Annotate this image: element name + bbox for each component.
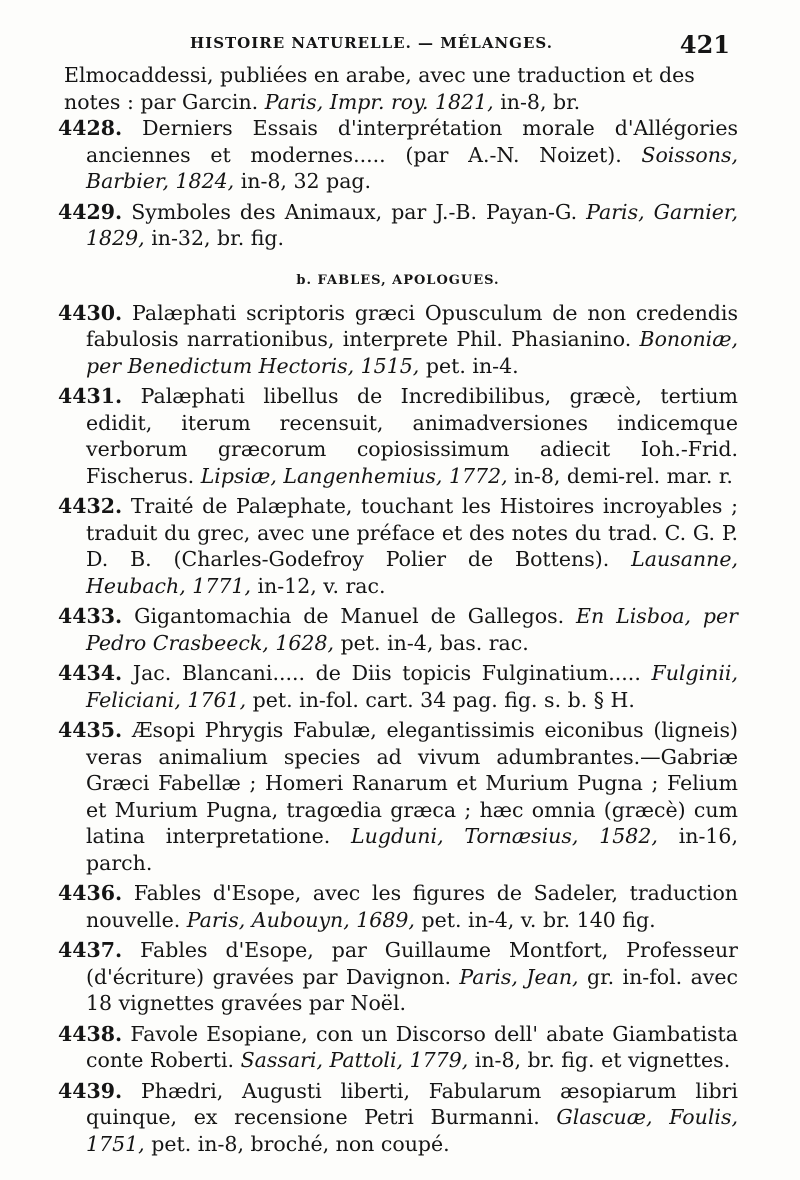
- catalogue-entry: [58, 937, 738, 1017]
- entry-text: Fables d'Esope, avec les figures de Sadeler, traduction nouvelle.: [86, 881, 738, 932]
- entry-publisher: Lausanne, Heubach, 1771,: [86, 547, 738, 598]
- catalogue-entry: [58, 660, 738, 713]
- entry-format: in-16, parch.: [86, 824, 738, 875]
- entry-text: Palæphati libellus de Incredibilibus, græcè, tertium edidit, iterum recensuit, animadversiones indicemque verborum græcorum copiosissimum adiecit Ioh.-Frid. Fischerus.: [86, 384, 738, 488]
- entry-text: Jac. Blancani..... de Diis topicis Fulginatium.....: [132, 661, 641, 685]
- catalogue-body: [58, 62, 738, 1161]
- entry-number: 4433.: [58, 604, 123, 628]
- entry-number: 4430.: [58, 300, 123, 325]
- entry-publisher: Paris, Jean,: [459, 964, 579, 989]
- entry-format: pet. in-4, v. br. 140 fig.: [421, 907, 656, 932]
- entry-text: Phædri, Augusti liberti, Fabularum æsopiarum libri quinque, ex recensione Petri Burmanni.: [86, 1078, 738, 1129]
- entry-format: in-32, br. fig.: [151, 226, 285, 250]
- entry-publisher: Lipsiæ, Langenhemius, 1772,: [200, 463, 508, 488]
- catalogue-entry: [58, 300, 738, 380]
- catalogue-entry: [58, 383, 738, 489]
- entry-number: 4436.: [58, 881, 123, 905]
- entry-list-after: [58, 300, 738, 1158]
- entry-number: 4439.: [58, 1078, 123, 1103]
- entry-number: 4434.: [58, 661, 123, 685]
- entry-format: in-12, v. rac.: [257, 573, 386, 598]
- entry-text: Derniers Essais d'interprétation morale d'Allégories anciennes et modernes..... (par A.-N. Noizet).: [86, 116, 738, 167]
- entry-number: 4428.: [58, 116, 123, 140]
- continuation-entry: [58, 62, 738, 115]
- entry-text: Fables d'Esope, par Guillaume Montfort, Professeur (d'écriture) gravées par Davignon.: [86, 938, 738, 989]
- entry-text: Traité de Palæphate, touchant les Histoires incroyables ; traduit du grec, avec une préface et des notes du trad. C. G. P. D. B. (Charles-Godefroy Polier de Bottens).: [86, 494, 738, 571]
- entry-number: 4435.: [58, 718, 123, 742]
- entry-number: 4437.: [58, 938, 123, 962]
- entry-publisher: Sassari, Pattoli, 1779,: [240, 1048, 469, 1072]
- entry-format: in-8, demi-rel. mar. r.: [514, 463, 733, 488]
- catalogue-entry: [58, 493, 738, 599]
- entry-format: pet. in-fol. cart. 34 pag. fig. s. b. § H.: [252, 687, 635, 712]
- entry-publisher: Glascuæ, Foulis, 1751,: [86, 1105, 738, 1156]
- entry-format: in-8, br.: [500, 89, 581, 114]
- entry-text: Symboles des Animaux, par J.-B. Payan-G.: [131, 199, 578, 224]
- catalogue-entry: [58, 1078, 738, 1158]
- entry-number: 4438.: [58, 1021, 123, 1046]
- catalogue-entry: [58, 1021, 738, 1074]
- catalogue-entry: [58, 717, 738, 876]
- entry-publisher: Paris, Impr. roy. 1821,: [264, 89, 494, 114]
- entry-text: Gigantomachia de Manuel de Gallegos.: [134, 604, 565, 628]
- header-title: HISTOIRE NATURELLE. — MÉLANGES.: [190, 34, 553, 52]
- entry-text: Elmocaddessi, publiées en arabe, avec une traduction et des notes : par Garcin.: [64, 63, 695, 114]
- catalogue-entry: [58, 603, 738, 656]
- entry-text: Æsopi Phrygis Fabulæ, elegantissimis eiconibus (ligneis) veras animalium species ad vivum adumbrantes.—Gabriæ Græci Fabellæ ; Homeri Ranarum et Murium Pugna ; Felium et Murium Pugna, tragœdia græca ; hæc omnia (græcè) cum latina interpretatione.: [86, 718, 738, 848]
- section-heading: b. FABLES, APOLOGUES.: [296, 272, 500, 288]
- entry-publisher: Paris, Aubouyn, 1689,: [186, 907, 415, 932]
- catalogue-entry: [58, 199, 738, 252]
- entry-publisher: Lugduni, Tornæsius, 1582,: [351, 824, 658, 848]
- entry-format: gr. in-fol. avec 18 vignettes gravées par Noël.: [86, 964, 738, 1015]
- entry-number: 4432.: [58, 494, 123, 518]
- entry-format: in-8, br. fig. et vignettes.: [474, 1048, 731, 1072]
- catalogue-entry: [58, 880, 738, 933]
- entry-text: Palæphati scriptoris græci Opusculum de non credendis fabulosis narrationibus, interprete Phil. Phasianino.: [86, 300, 738, 351]
- entry-number: 4431.: [58, 384, 123, 408]
- entry-format: in-8, 32 pag.: [240, 169, 372, 193]
- entry-publisher: Bononiæ, per Benedictum Hectoris, 1515,: [86, 327, 738, 378]
- entry-publisher: Fulginii, Feliciani, 1761,: [86, 661, 738, 712]
- entry-format: pet. in-8, broché, non coupé.: [151, 1131, 450, 1156]
- entry-list-before: [58, 115, 738, 252]
- running-header: [190, 30, 730, 59]
- entry-publisher: Paris, Garnier, 1829,: [86, 199, 738, 250]
- page-number: 421: [679, 30, 730, 59]
- entry-publisher: En Lisboa, per Pedro Crasbeeck, 1628,: [86, 604, 738, 655]
- entry-format: pet. in-4, bas. rac.: [340, 630, 529, 655]
- entry-number: 4429.: [58, 199, 123, 224]
- catalogue-entry: [58, 115, 738, 195]
- entry-publisher: Soissons, Barbier, 1824,: [86, 142, 738, 193]
- entry-text: Favole Esopiane, con un Discorso dell' abate Giambatista conte Roberti.: [86, 1021, 738, 1072]
- entry-format: pet. in-4.: [425, 353, 519, 378]
